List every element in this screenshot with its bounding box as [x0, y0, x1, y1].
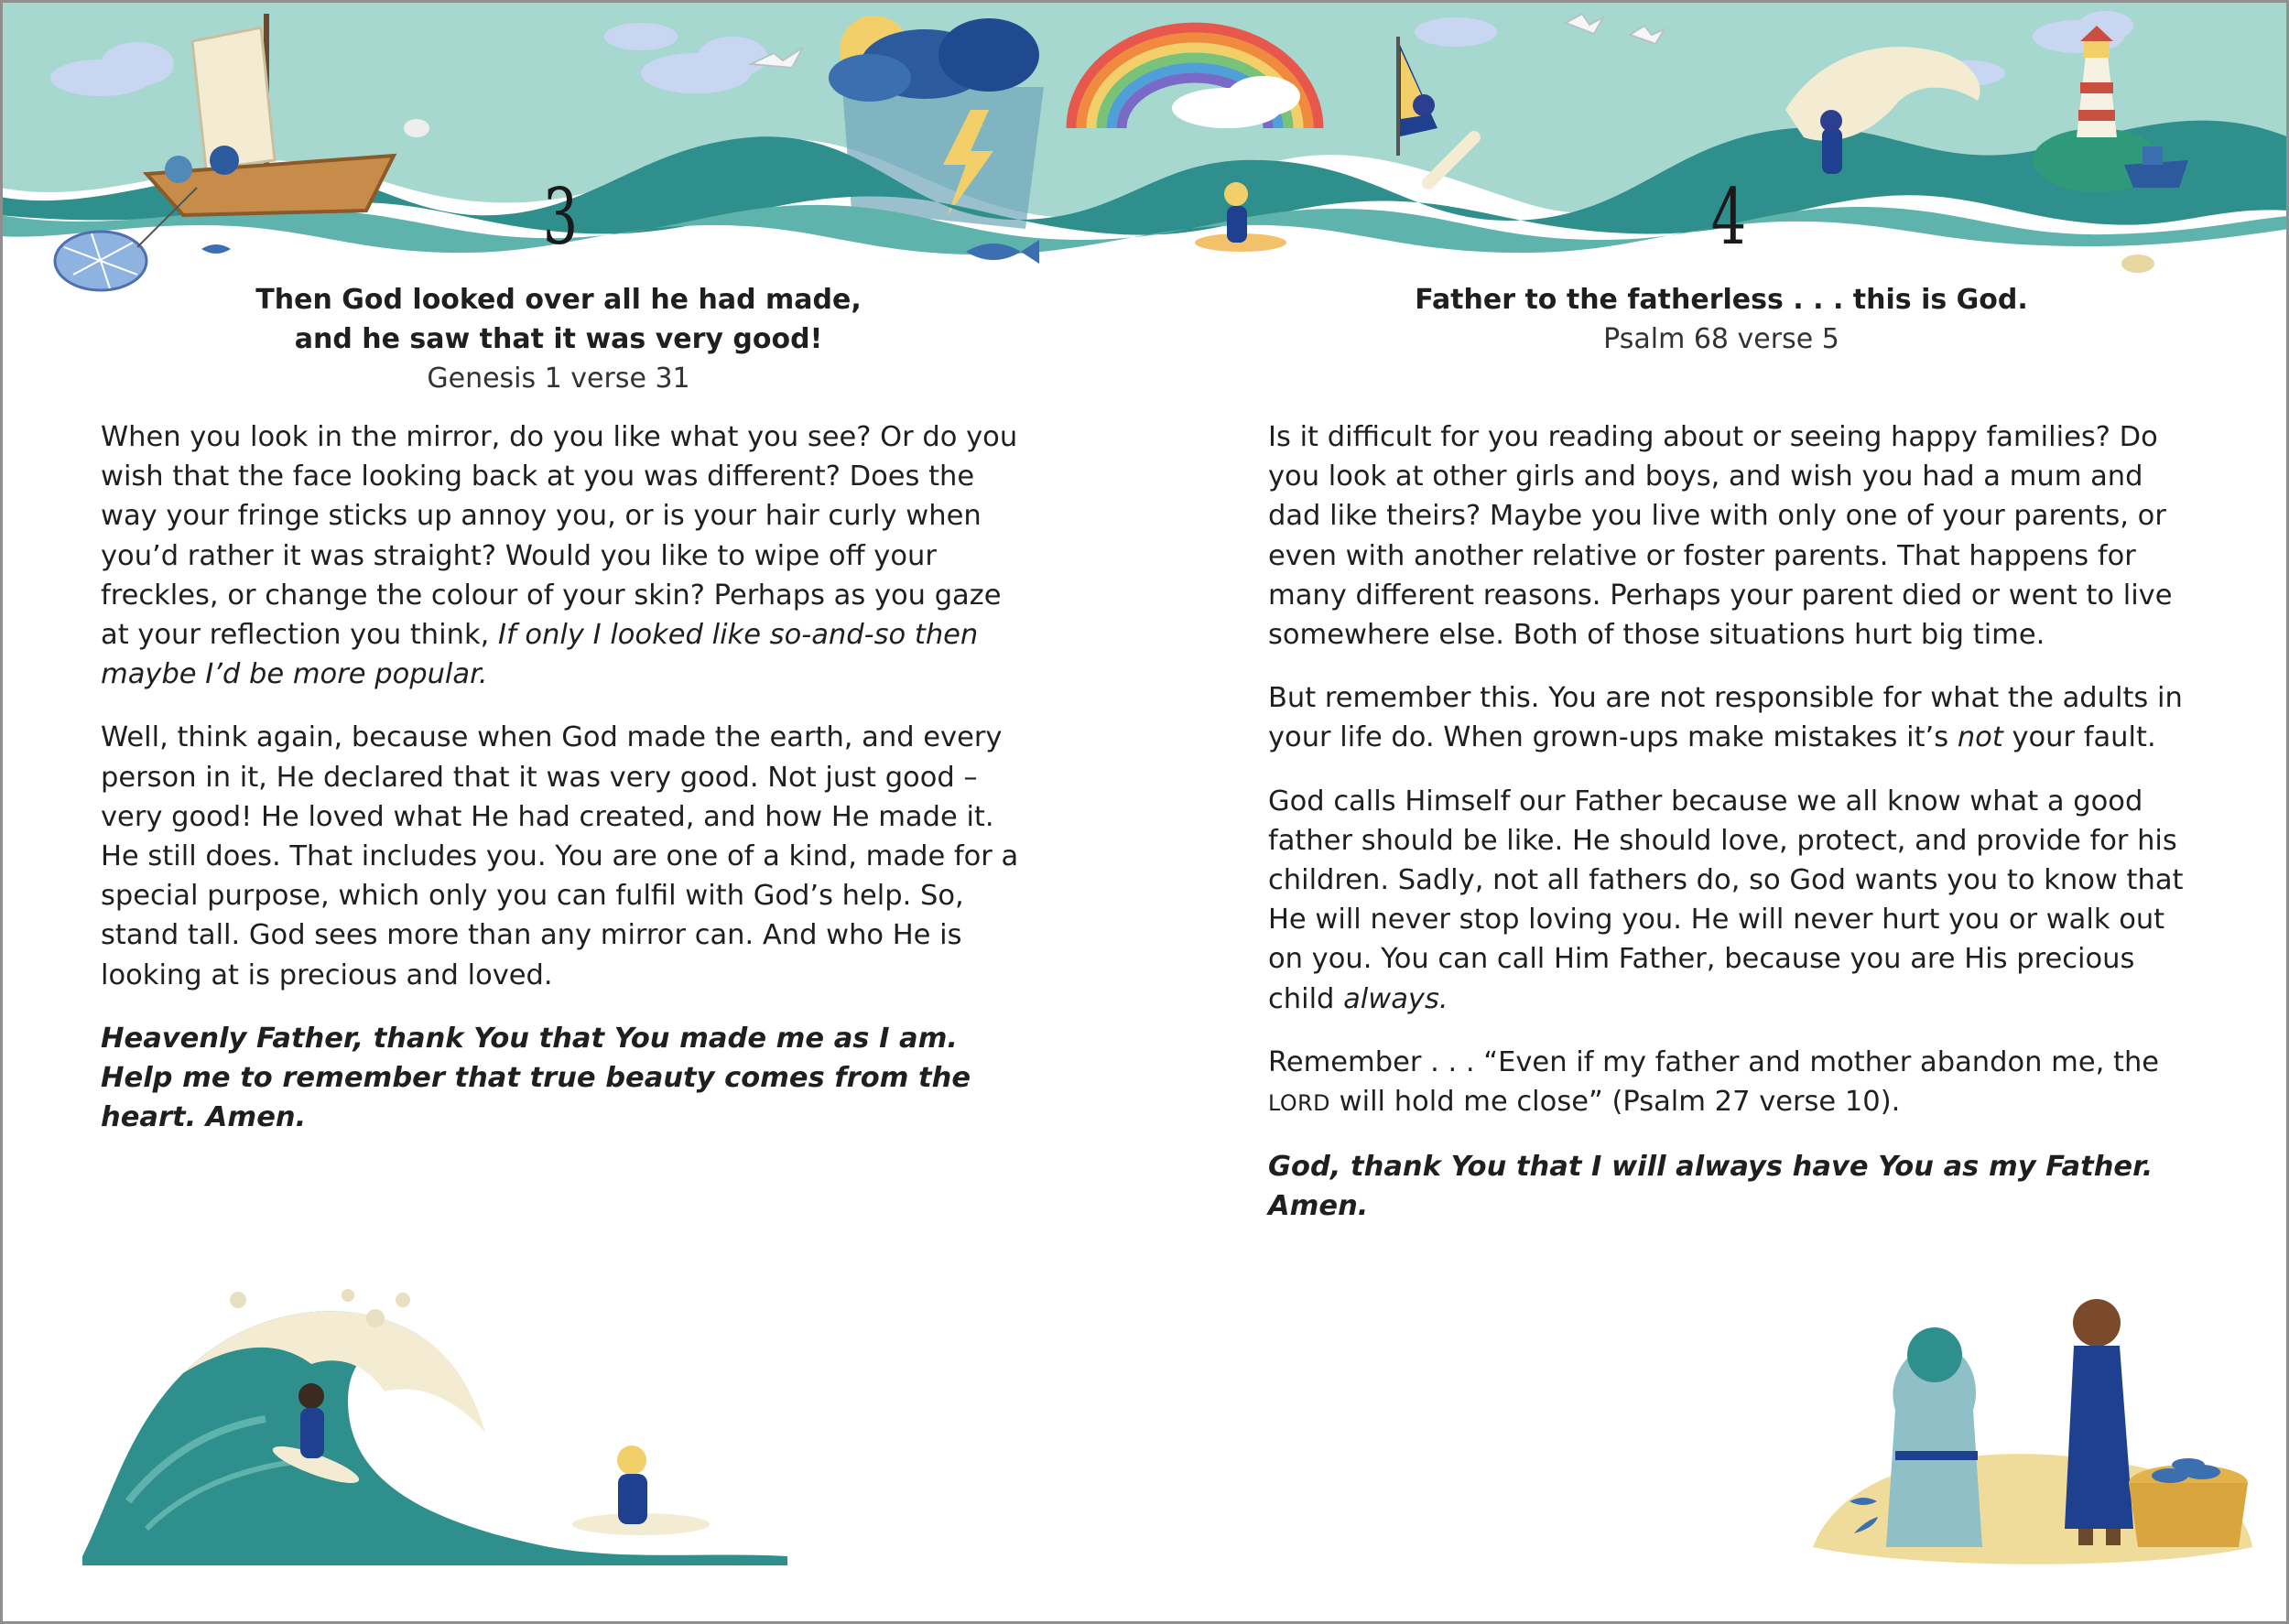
prayer: God, thank You that I will always have You as my Father. Amen.	[1268, 1151, 2153, 1223]
paragraph-text: God calls Himself our Father because we all know what a good father should be like. He should love, protect, and provide for his children. Sadly, not all fathers do, so God wants you to know that He will never stop loving you. He will never hurt you or walk out on you. You can call Him Father, because you are His precious child	[1268, 785, 2184, 1015]
paragraph: Well, think again, because when God made the earth, and every person in it, He declared that it was very good. Not just good – very good! He loved what He had created, and how He made it. He still does. That includes you. You are one of a kind, made for a special purpose, which only you can fulfil with God’s help. So, stand tall. God sees more than any mirror can. And who He is looking at is precious and loved.	[101, 721, 1019, 991]
paragraph	[1268, 678, 2202, 757]
prayer: Heavenly Father, thank You that You made me as I am. Help me to remember that true beauty comes from the heart. Amen.	[101, 1022, 971, 1134]
paragraph: Is it difficult for you reading about or seeing happy families? Do you look at other girls and boys, and wish you had a mum and dad like theirs? Maybe you live with only one of your parents, or even with another relative or foster parents. That happens for many different reasons. Perhaps your parent died or went to live somewhere else. Both of those situations hurt big time.	[1268, 421, 2173, 652]
day-number: 4	[1710, 172, 1747, 262]
paragraph-text: Remember . . . “Even if my father and mother abandon me, the	[1268, 1045, 2160, 1078]
paragraph-text: will hold me close” (Psalm 27 verse 10).	[1329, 1086, 1901, 1119]
verse-text-line2: and he saw that it was very good!	[294, 323, 823, 355]
left-page	[0, 0, 1144, 1624]
paragraph-emphasis: not	[1957, 721, 2003, 754]
devotional-text	[101, 417, 1035, 1161]
paragraph-text: When you look in the mirror, do you like what you see? Or do you wish that the face looking back at you was different? Does the way your fringe sticks up annoy you, or is your hair curly when you’d rather it was straight? Would you like to wipe off your freckles, or change the colour of your skin? Perhaps as you gaze at your reflection you think,	[101, 421, 1018, 652]
devotional-text	[1268, 417, 2202, 1250]
paragraph	[101, 417, 1035, 694]
verse-reference: Genesis 1 verse 31	[427, 363, 690, 395]
day-number: 3	[542, 172, 579, 262]
paragraph-emphasis: always.	[1343, 982, 1448, 1015]
paragraph	[1268, 1043, 2202, 1123]
right-page	[1144, 0, 2289, 1624]
verse-block	[1318, 280, 2124, 359]
paragraph	[1268, 782, 2202, 1019]
paragraph-text: your fault.	[2002, 721, 2156, 754]
fish-market-illustration	[1785, 1272, 2262, 1575]
verse-text-line1: Father to the fatherless . . . this is God.	[1415, 284, 2028, 316]
surfer-wave-illustration	[73, 1272, 806, 1575]
verse-text-line1: Then God looked over all he had made,	[255, 284, 862, 316]
lord-smallcaps: LORD	[1268, 1090, 1330, 1117]
verse-block	[165, 280, 952, 398]
verse-reference: Psalm 68 verse 5	[1603, 323, 1839, 355]
paragraph-emphasis: If only I looked like so-and-so then maybe I’d be more popular.	[101, 619, 979, 691]
paragraph-text: But remember this. You are not responsible for what the adults in your life do. When grown-ups make mistakes it’s	[1268, 682, 2183, 754]
